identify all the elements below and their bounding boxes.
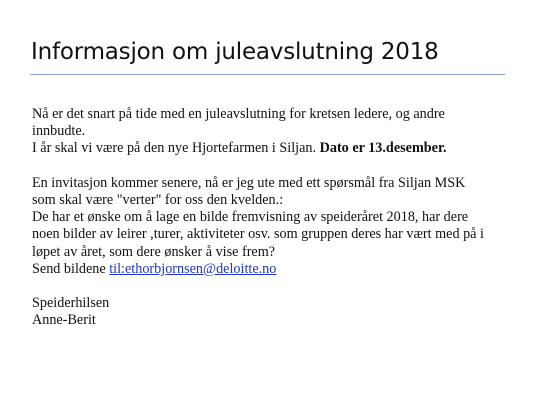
page-title: Informasjon om juleavslutning 2018 [31,39,439,65]
invitation-line-1: En invitasjon kommer senere, nå er jeg ute med ett spørsmål fra Siljan MSK [32,174,466,191]
invitation-line-2: som skal være "verter" for oss den kvelden.: [32,192,284,208]
date-text: Dato er 13.desember. [319,140,447,157]
signoff-name: Anne-Berit [32,312,96,329]
email-link[interactable]: til:ethorbjornsen@deloitte.no [109,260,277,277]
message-body [32,106,512,330]
paragraph-gap [32,158,512,175]
intro-line-1: Nå er det snart på tide med en juleavslutning for kretsen ledere, og andre [32,106,445,122]
paragraph-gap [32,278,512,295]
intro-line-2: innbudte. [32,123,86,140]
request-line-1: De har et ønske om å lage en bilde fremvisning av speideråret 2018, har dere [32,209,469,226]
intro-line-3 [32,140,512,157]
request-line-3: løpet av året, som dere ønsker å vise frem? [32,243,276,260]
send-line [32,261,512,278]
signoff-greeting: Speiderhilsen [32,295,110,312]
location-text: I år skal vi være på den nye Hjortefarmen i Siljan. [32,140,317,157]
title-divider [30,74,505,75]
request-line-2: noen bilder av leirer ,turer, aktiviteter osv. som gruppen deres har vært med på i [32,226,484,243]
send-text: Send bildene [32,260,106,277]
